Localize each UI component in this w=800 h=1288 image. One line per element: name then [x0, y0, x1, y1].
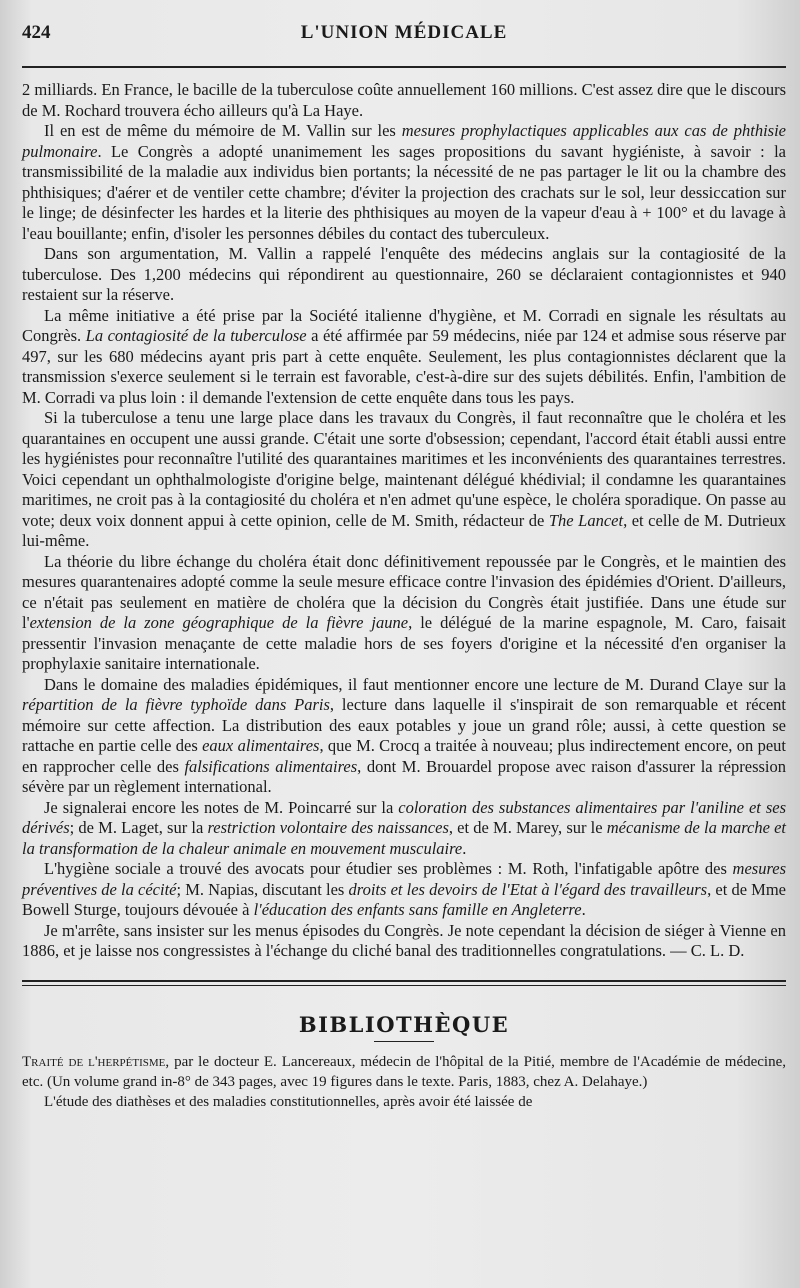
text-run: , dont M. Brouardel propose avec raison d'assurer la répression sévère par un règlement international. — [22, 756, 787, 796]
text-run: Il en est de même du mémoire de M. Vallin sur les — [44, 121, 402, 140]
text-run: , lecture dans laquelle il s'inspirait de son remarquable et récent mémoire sur cette affection. La distribution des eaux potables y joue un grand rôle; aussi, à cette question se rattache en partie celle des — [22, 695, 786, 755]
italic-title: eaux alimentaires — [202, 736, 320, 755]
text-run: , le délégué de la marine espagnole, M. Caro, faisait pressentir l'invasion menaçante de cette maladie hors de ses foyers d'origine et la nécessité d'en organiser la prophylaxie sanitaire internationale. — [22, 613, 786, 673]
bibliography-title: BIBLIOTHÈQUE — [298, 1011, 510, 1037]
text-run: Si la tuberculose a tenu une large place dans les travaux du Congrès, il faut reconnaître que le choléra et les quarantaines en occupent une aussi grande. C'était une sorte d'obsession; cependant, l'accord était établi aussi entre les hygiénistes pour reconnaître l'utilité des quarantaines maritimes et les inconvénients des quarantaines terrestres. Voici cependant un ophthalmologiste d'origine belge, maintenant délégué khédivial; il condamne les quarantaines maritimes, ne croit pas à la contagiosité du choléra et n'en admet qu'une espèce, le choléra sporadique. On passe au vote; deux voix donnent appui à cette opinion, celle de M. Smith, rédacteur de — [22, 408, 786, 530]
paragraph — [22, 306, 786, 409]
section-divider — [22, 980, 786, 986]
italic-title: extension de la zone géographique de la fièvre jaune — [29, 613, 409, 632]
paragraph — [22, 408, 786, 552]
text-run: ; M. Napias, discutant les — [176, 879, 349, 899]
bibliography-continuation: L'étude des diathèses et des maladies constitutionnelles, après avoir été laissée de — [44, 1093, 533, 1110]
italic-title: mécanisme de la marche et la transformation de la chaleur animale en mouvement musculaire — [22, 818, 786, 858]
italic-title: La contagiosité de la tuberculose — [85, 326, 307, 345]
italic-title: répartition de la fièvre typhoïde dans Paris — [22, 695, 330, 714]
text-run: , et de M. Marey, sur le — [448, 818, 607, 837]
text-run: Je m'arrête, sans insister sur les menus épisodes du Congrès. Je note cependant la décision de siéger à Vienne en 1886, et je laisse nos congressistes à l'échange du cliché banal des traditionnelles congratulations. — C. L. D. — [22, 920, 786, 960]
text-run: , et celle de M. Dutrieux lui-même. — [22, 510, 786, 550]
italic-title: restriction volontaire des naissances — [207, 818, 449, 837]
book-details: , par le docteur E. Lancereaux, médecin de l'hôpital de la Pitié, membre de l'Académie de médecine, etc. (Un volume grand in-8° de 343 pages, avec 19 figures dans le texte. Paris, 1883, chez A. Delahaye.) — [22, 1053, 786, 1090]
bibliography-entry — [22, 1052, 786, 1092]
text-run: . — [462, 838, 467, 858]
text-run: , que M. Crocq a traitée à nouveau; plus indirectement encore, on peut en rapprocher celle des — [22, 736, 786, 776]
paragraph — [22, 798, 786, 860]
italic-title: droits et les devoirs de l'Etat à l'égard des travailleurs — [348, 879, 708, 899]
italic-title: falsifications alimentaires — [184, 756, 358, 776]
title-ornament — [374, 1041, 434, 1042]
text-run: , et de Mme Bowell Sturge, toujours dévouée à — [22, 879, 787, 919]
paragraph — [22, 244, 786, 306]
text-run: La même initiative a été prise par la Société italienne d'hygiène, et M. Corradi en signale les résultats au Congrès. — [22, 305, 786, 345]
text-run: Je signalerai encore les notes de M. Poincarré sur la — [44, 797, 399, 817]
paragraph — [22, 859, 786, 921]
paragraph — [22, 675, 786, 798]
text-run: Dans son argumentation, M. Vallin a rappelé l'enquête des médecins anglais sur la contagiosité de la tuberculose. Des 1,200 médecins qui répondirent au questionnaire, 260 se déclaraient contagionnistes et 940 restaient sur la réserve. — [22, 244, 786, 304]
paragraph — [22, 552, 786, 675]
text-run: La théorie du libre échange du choléra était donc définitivement repoussée par le Congrès, et le maintien des mesures quarantenaires adopté comme la seule mesure efficace contre l'invasion des épidémies d'Orient. D'ailleurs, ce n'était pas seulement en matière de choléra que la décision du Congrès était justifiée. Dans une étude sur l' — [22, 551, 786, 632]
text-run: Dans le domaine des maladies épidémiques, il faut mentionner encore une lecture de M. Durand Claye sur la — [44, 674, 786, 694]
page-number: 424 — [22, 22, 51, 43]
italic-title: coloration des substances alimentaires par l'aniline et ses dérivés — [22, 797, 786, 837]
page-header — [22, 22, 786, 62]
paragraph — [22, 121, 786, 244]
paragraph — [22, 921, 786, 962]
text-run: ; de M. Laget, sur la — [69, 818, 208, 837]
text-run: L'hygiène sociale a trouvé des avocats pour étudier ses problèmes : M. Roth, l'infatigable apôtre des — [44, 859, 733, 878]
text-run: 2 milliards. En France, le bacille de la tuberculose coûte annuellement 160 millions. C'est assez dire que le discours de M. Rochard trouvera écho ailleurs qu'à La Haye. — [22, 80, 786, 120]
header-rule — [22, 66, 786, 68]
bibliography-section — [22, 1052, 786, 1112]
article-body — [22, 80, 786, 962]
text-run: . — [581, 900, 586, 919]
italic-title: mesures préventives de la cécité — [22, 859, 786, 899]
text-run: a été affirmée par 59 médecins, niée par 124 et admise sous réserve par 497, sur les 680 médecins ayant pris part à cette enquête. Seulement, les plus contagionnistes déclarent que la transmission s'exerce seulement si le terrain est favorable, c'est-à-dire sur des sujets débilités. Enfin, l'ambition de M. Corradi va plus loin : il demande l'extension de cette enquête dans tous les pays. — [22, 326, 786, 407]
paragraph — [22, 80, 786, 121]
running-head: L'UNION MÉDICALE — [300, 22, 508, 43]
italic-title: mesures prophylactiques applicables aux cas de phthisie pulmonaire — [22, 121, 786, 161]
book-title: Traité de l'herpétisme — [22, 1053, 166, 1070]
italic-title: The Lancet — [548, 510, 624, 530]
italic-title: l'éducation des enfants sans famille en Angleterre — [253, 900, 582, 919]
text-run: . Le Congrès a adopté unanimement les sages propositions du savant hygiéniste, à savoir : la transmissibilité de la maladie aux individus bien portants; la nécessité de ne pas partager le lit ou la chambre des phthisiques; d'aérer et de ventiler cette chambre; d'éviter la projection des crachats sur le sol, leur dessiccation sur le linge; de désinfecter les hardes et la literie des phthisiques au moyen de la vapeur d'eau à + 100° et du lavage à l'eau bouillante; enfin, d'isoler les personnes débiles du contact des tuberculeux. — [22, 141, 786, 243]
